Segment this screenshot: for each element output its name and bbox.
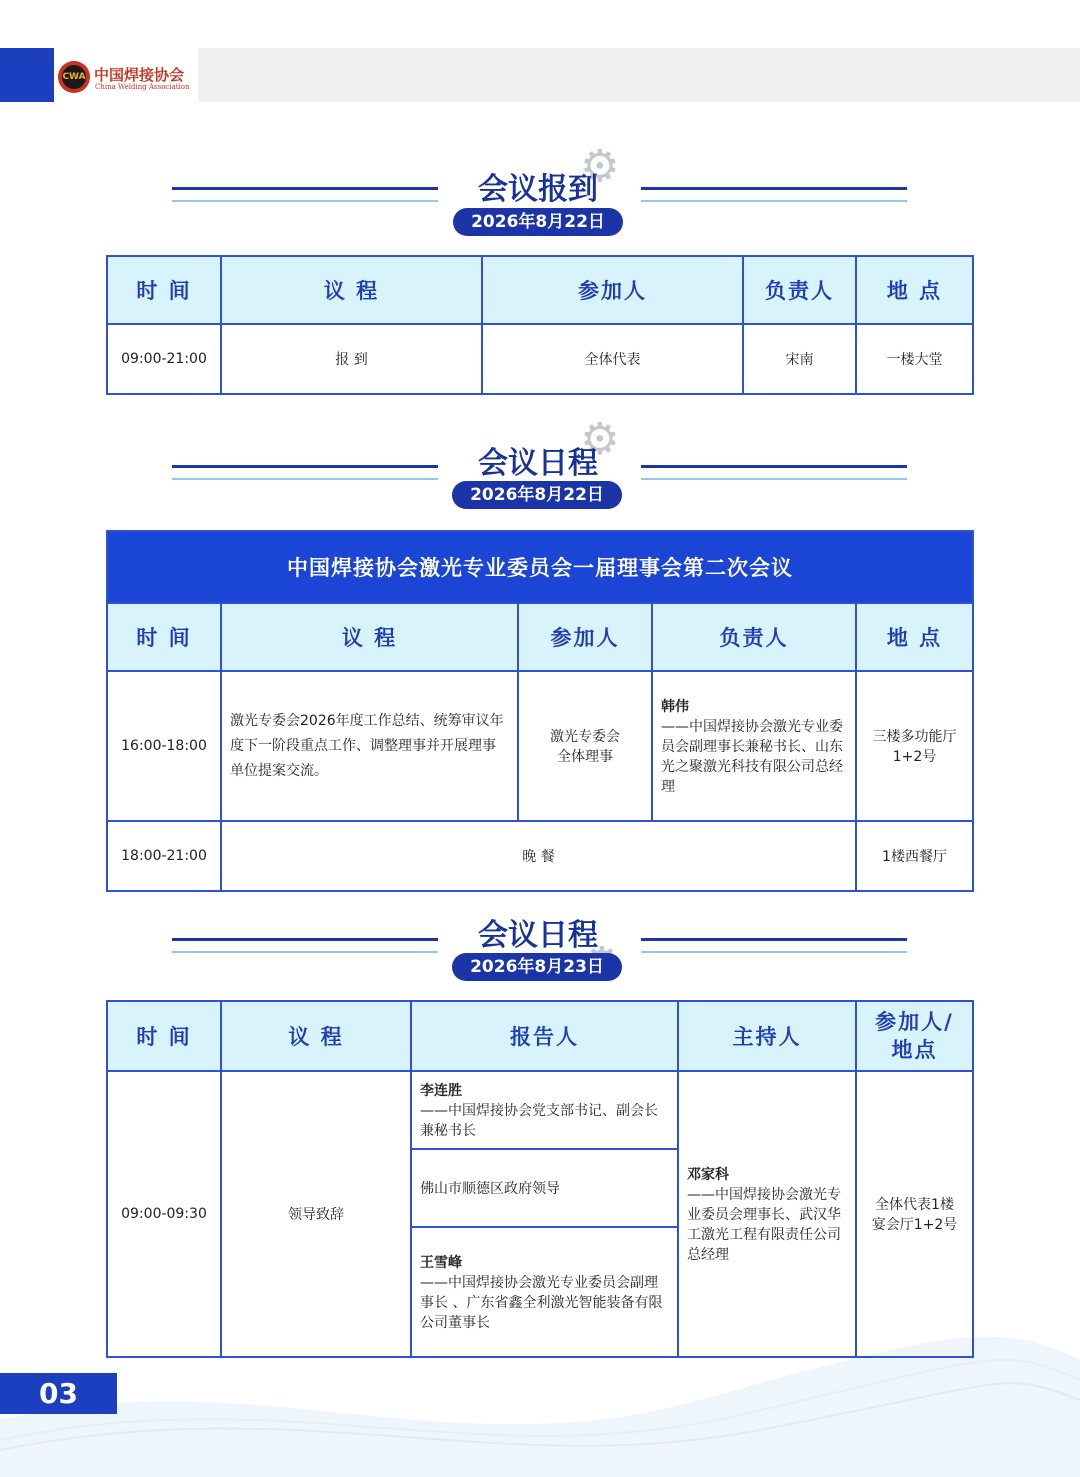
registration-table [106, 255, 974, 395]
cwa-logo-mark: CWA [62, 65, 86, 89]
header-time: 时 间 [107, 1001, 221, 1071]
cell-location: 一楼大堂 [856, 324, 973, 394]
cell-attendee [518, 671, 652, 821]
gear-icon: ⚙ [580, 414, 620, 465]
council-meeting-table [106, 530, 974, 892]
cell-attendee: 全体代表 [482, 324, 743, 394]
title-line-right-light [641, 951, 907, 953]
host-name: 邓家科 [687, 1167, 729, 1183]
title-line-left [172, 187, 438, 190]
cell-agenda: 报 到 [221, 324, 482, 394]
header-time: 时 间 [107, 256, 221, 324]
title-line-right [641, 938, 907, 941]
title-line-left-light [172, 200, 438, 202]
header-location: 地 点 [856, 603, 973, 671]
header-attendee-location [856, 1001, 973, 1071]
table-row [107, 324, 973, 394]
title-line-right-light [641, 478, 907, 480]
section-date-badge: 2026年8月22日 [452, 481, 622, 509]
cell-agenda: 领导致辞 [221, 1071, 411, 1357]
location-line: 三楼多功能厅 [872, 729, 957, 745]
header-accent-block [0, 48, 54, 102]
header-location: 地 点 [856, 256, 973, 324]
title-line-left [172, 938, 438, 941]
location-line: 全体代表1楼 [875, 1197, 954, 1213]
section-title-schedule: 会议日程 [478, 918, 598, 953]
header-host: 主持人 [678, 1001, 856, 1071]
cell-speaker [411, 1071, 678, 1149]
header-agenda: 议 程 [221, 603, 518, 671]
cell-speaker [411, 1227, 678, 1357]
header-speaker: 报告人 [411, 1001, 678, 1071]
page-number: 03 [0, 1373, 117, 1414]
header-owner: 负责人 [652, 603, 856, 671]
gear-icon: ⚙ [580, 141, 620, 192]
speaker-name: 王雪峰 [420, 1255, 462, 1271]
host-title: ——中国焊接协会激光专业委员会理事长、武汉华工激光工程有限责任公司总经理 [687, 1187, 841, 1263]
title-line-right-light [641, 200, 907, 202]
section-title-schedule: 会议日程 [478, 446, 598, 481]
attendee-line: 全体理事 [557, 749, 613, 765]
header-agenda: 议 程 [221, 1001, 411, 1071]
cell-speaker: 佛山市顺德区政府领导 [411, 1149, 678, 1227]
title-line-right [641, 187, 907, 190]
header-owner: 负责人 [743, 256, 856, 324]
table-row [107, 1071, 973, 1149]
header-line: 地点 [891, 1038, 938, 1062]
speaker-title: ——中国焊接协会激光专业委员会副理事长 、广东省鑫全利激光智能装备有限公司董事长 [420, 1275, 663, 1331]
location-line: 1+2号 [892, 749, 937, 765]
cell-time: 16:00-18:00 [107, 671, 221, 821]
section-title-registration: 会议报到 [478, 172, 598, 207]
owner-name: 韩伟 [661, 699, 689, 715]
cell-time: 09:00-21:00 [107, 324, 221, 394]
title-line-right [641, 465, 907, 468]
cell-agenda: 激光专委会2026年度工作总结、统筹审议年度下一阶段重点工作、调整理事并开展理事单位提案交流。 [221, 671, 518, 821]
cell-owner [652, 671, 856, 821]
table-row [107, 821, 973, 891]
header-line: 参加人/ [875, 1010, 954, 1034]
header-time: 时 间 [107, 603, 221, 671]
header-bar [198, 48, 1080, 102]
header-agenda: 议 程 [221, 256, 482, 324]
meeting-title: 中国焊接协会激光专业委员会一届理事会第二次会议 [107, 531, 973, 603]
cell-owner: 宋南 [743, 324, 856, 394]
cell-host [678, 1071, 856, 1357]
header-attendee: 参加人 [518, 603, 652, 671]
cell-location: 1楼西餐厅 [856, 821, 973, 891]
cell-agenda: 晚 餐 [221, 821, 856, 891]
location-line: 宴会厅1+2号 [871, 1217, 958, 1233]
title-line-left [172, 465, 438, 468]
header-attendee: 参加人 [482, 256, 743, 324]
title-line-left-light [172, 951, 438, 953]
table-row [107, 671, 973, 821]
cell-time: 09:00-09:30 [107, 1071, 221, 1357]
owner-title: ——中国焊接协会激光专业委员会副理事长兼秘书长、山东光之聚激光科技有限公司总经理 [661, 719, 843, 795]
cell-location [856, 1071, 973, 1357]
section-date-badge: 2026年8月22日 [453, 208, 623, 236]
org-name-en: China Welding Association [95, 83, 190, 91]
cell-location [856, 671, 973, 821]
cell-time: 18:00-21:00 [107, 821, 221, 891]
attendee-line: 激光专委会 [550, 729, 620, 745]
section-date-badge: 2026年8月23日 [452, 953, 622, 981]
title-line-left-light [172, 478, 438, 480]
opening-session-table [106, 1000, 974, 1358]
org-name-cn: 中国焊接协会 [94, 66, 185, 84]
speaker-name: 李连胜 [420, 1083, 462, 1099]
speaker-title: ——中国焊接协会党支部书记、副会长兼秘书长 [420, 1103, 658, 1139]
